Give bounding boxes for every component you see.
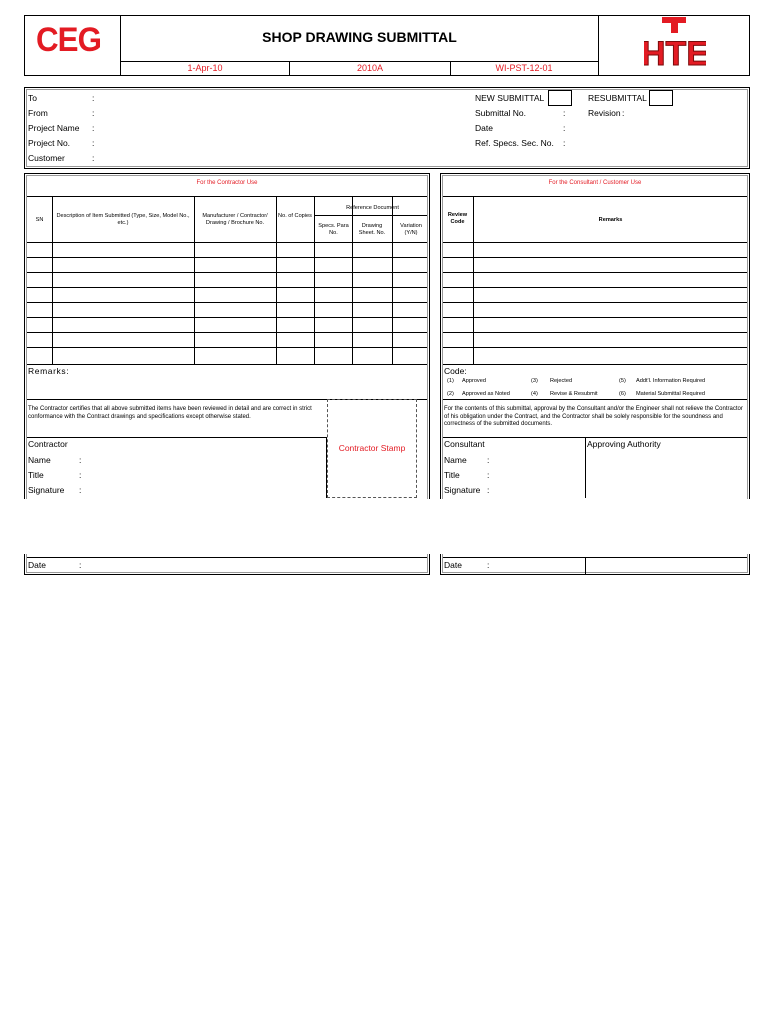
submittal-no-colon: : xyxy=(563,108,566,118)
contractor-title-label: Title xyxy=(28,470,44,480)
new-submittal-checkbox[interactable] xyxy=(548,90,572,106)
code-2-text: Approved as Noted xyxy=(462,391,510,397)
project-name-label: Project Name xyxy=(28,123,80,133)
new-submittal-label: NEW SUBMITTAL xyxy=(475,93,545,103)
col-review-code: Review Code xyxy=(447,212,468,225)
consultant-title-label: Title xyxy=(444,470,460,480)
contractor-date-label: Date xyxy=(28,560,46,570)
ref-specs-colon: : xyxy=(563,138,566,148)
code-4-text: Revise & Resubmit xyxy=(550,391,598,397)
code-1-text: Approved xyxy=(462,378,486,384)
to-label: To xyxy=(28,93,37,103)
header-form-no: WI-PST-12-01 xyxy=(495,63,553,73)
consultant-section-title: For the Consultant / Customer Use xyxy=(548,180,642,186)
contractor-signature-colon: : xyxy=(79,485,82,495)
partner-logo xyxy=(644,17,706,73)
contractor-name-colon: : xyxy=(79,455,82,465)
revision-label: Revision xyxy=(588,108,621,118)
disclaimer-text: For the contents of this submittal, approval by the Consultant and/or the Engineer shall not relieve the Contractor of his obligation under the Contract, and the Contractor shall be solely responsible for the soundness and correctness of the submitted documents. xyxy=(444,406,743,427)
customer-colon: : xyxy=(92,153,95,163)
consultant-grid xyxy=(443,196,747,364)
consultant-code-line xyxy=(443,364,747,365)
col-variation: Variation (Y/N) xyxy=(400,223,422,236)
page-gap xyxy=(20,499,755,554)
consultant-sign-vline xyxy=(585,438,586,498)
consultant-date-label: Date xyxy=(444,560,462,570)
disclaimer-top-line xyxy=(443,399,747,400)
disclaimer-bottom-line xyxy=(443,437,747,438)
contractor-date-line xyxy=(27,557,427,558)
col-copies: No. of Copies xyxy=(278,213,312,219)
code-1-num: (1) xyxy=(447,378,454,384)
header-divider-right xyxy=(598,15,599,76)
from-colon: : xyxy=(92,108,95,118)
consultant-signature-colon: : xyxy=(487,485,490,495)
consultant-label: Consultant xyxy=(444,439,485,449)
ref-specs-label: Ref. Specs. Sec. No. xyxy=(475,138,554,148)
contractor-title-colon: : xyxy=(79,470,82,480)
consultant-date-vline xyxy=(585,557,586,575)
certification-bottom-line xyxy=(27,437,327,438)
consultant-date-colon: : xyxy=(487,560,490,570)
resubmittal-label: RESUBMITTAL xyxy=(588,93,647,103)
consultant-name-label: Name xyxy=(444,455,467,465)
col-remarks: Remarks xyxy=(598,217,623,223)
date-label: Date xyxy=(475,123,493,133)
certification-text: The Contractor certifies that all above submitted items have been reviewed in detail and are correct in strict conformance with the Contract drawings and specifications except otherwise stated. xyxy=(28,406,312,420)
col-description: Description of Item Submitted (Type, Size, Model No., etc.) xyxy=(56,213,190,226)
code-list xyxy=(444,378,747,400)
customer-label: Customer xyxy=(28,153,65,163)
project-no-colon: : xyxy=(92,138,95,148)
date-colon: : xyxy=(563,123,566,133)
code-6-text: Material Submittal Required xyxy=(636,391,706,397)
contractor-stamp-label: Contractor Stamp xyxy=(338,443,406,453)
col-specs: Specs. Para No. xyxy=(318,223,349,236)
code-6-num: (6) xyxy=(619,391,626,397)
contractor-name-label: Name xyxy=(28,455,51,465)
project-no-label: Project No. xyxy=(28,138,71,148)
contractor-section-title: For the Contractor Use xyxy=(196,180,258,186)
revision-colon: : xyxy=(622,108,625,118)
resubmittal-checkbox[interactable] xyxy=(649,90,673,106)
header-code: 2010A xyxy=(356,63,384,73)
header-date: 1-Apr-10 xyxy=(187,63,223,73)
submittal-no-label: Submittal No. xyxy=(475,108,527,118)
code-5-num: (5) xyxy=(619,378,626,384)
contractor-date-colon: : xyxy=(79,560,82,570)
contractor-grid xyxy=(27,196,427,364)
consultant-name-colon: : xyxy=(487,455,490,465)
consultant-signature-label: Signature xyxy=(444,485,481,495)
col-reference: Reference Document xyxy=(346,205,399,211)
approving-authority-label: Approving Authority xyxy=(587,439,661,449)
header-row-line xyxy=(120,61,598,62)
code-2-num: (2) xyxy=(447,391,454,397)
col-drawing: Drawing Sheet. No. xyxy=(358,223,386,236)
code-3-text: Rejected xyxy=(550,378,573,384)
from-label: From xyxy=(28,108,48,118)
contractor-remarks-line xyxy=(27,364,427,365)
code-label: Code: xyxy=(444,366,467,376)
code-4-num: (4) xyxy=(531,391,538,397)
company-logo: CEG xyxy=(36,21,102,59)
contractor-label: Contractor xyxy=(28,439,68,449)
code-3-num: (3) xyxy=(531,378,538,384)
to-colon: : xyxy=(92,93,95,103)
partner-logo-text: HTE xyxy=(644,35,706,73)
col-sn: SN xyxy=(35,217,44,223)
page-title: SHOP DRAWING SUBMITTAL xyxy=(262,29,457,45)
consultant-title-colon: : xyxy=(487,470,490,480)
contractor-sign-vline xyxy=(326,438,327,498)
contractor-signature-label: Signature xyxy=(28,485,65,495)
contractor-remarks-label: Remarks: xyxy=(28,366,70,376)
consultant-date-line xyxy=(443,557,747,558)
col-manufacturer: Manufacturer / Contractor/ Drawing / Brochure No. xyxy=(202,213,268,226)
project-name-colon: : xyxy=(92,123,95,133)
code-5-text: Addt'l. Information Required xyxy=(636,378,706,384)
